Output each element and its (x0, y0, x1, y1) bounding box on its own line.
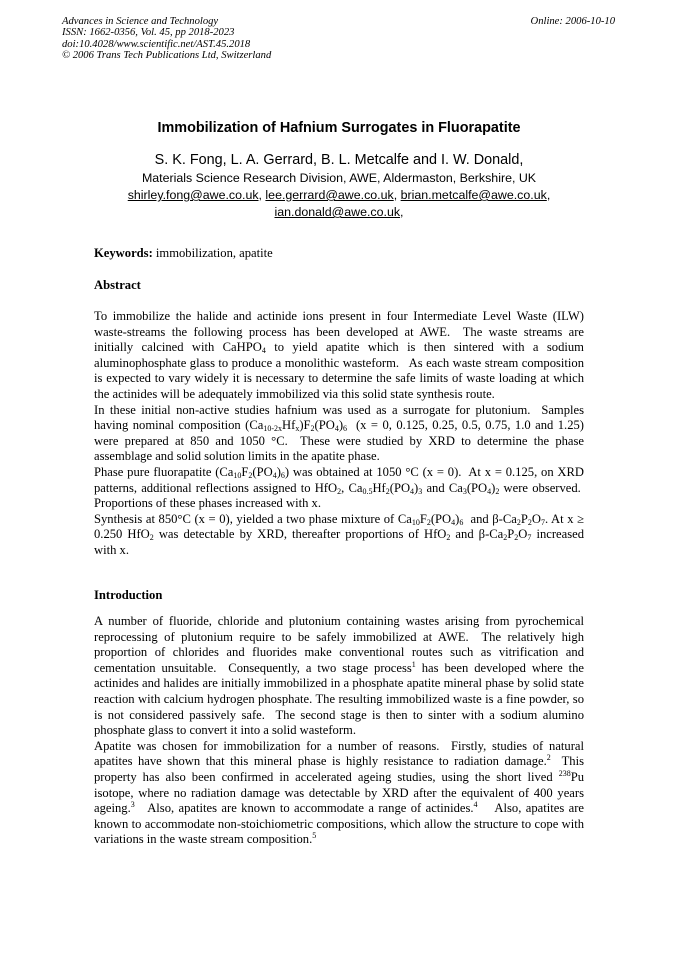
introduction-heading: Introduction (94, 588, 163, 602)
affiliation-block (0, 170, 678, 221)
abstract-paragraph-1: To immobilize the halide and actinide ions present in four Intermediate Level Waste (ILW) waste-streams the following process has been developed at AWE. The waste streams are initially calcined with CaHPO$_4$ to yield apatite which is then sintered with a sodium aluminophosphate glass to produce a monolithic wasteform. As each waste stream composition is expected to vary widely it is necessary to determine the safe limits of waste loading at which the actinides will be adequately immobilized via this solid state synthesis route. (94, 309, 584, 401)
abstract-body (94, 309, 584, 559)
introduction-paragraph-1: A number of fluoride, chloride and plutonium containing wastes arising from pyrochemical reprocessing of plutonium require to be safely immobilized at AWE. The relatively high proportion of chlorides and fluorides make conventional routes such as vitrification and cementation unsuitable. Consequently, a two stage process$^1$ has been developed where the actinides and halides are initially immobilized in a phosphate apatite mineral phase by solid state reaction with calcium hydrogen phosphate. The resulting immobilized waste is a fine powder, so is not considered passively safe. The second stage is then to sinter with a sodium alumino phosphate glass to convert it into a solid wasteform. (94, 614, 584, 738)
keywords-line (94, 246, 584, 262)
abstract-paragraph-4: Synthesis at 850°C (x = 0), yielded a two phase mixture of $Ca_{10}F_2(PO_4)_6$ and $\beta-Ca_2P_2O_7$. At x ≥ 0.250 HfO$_2$ was detectable by XRD, thereafter proportions of HfO$_2$ and $\beta-Ca_2P_2O_7$ increased with x. (94, 511, 584, 557)
journal-header (62, 16, 271, 62)
email-link-fong[interactable]: shirley.fong@awe.co.uk (127, 188, 259, 202)
doi-line: doi:10.4028/www.scientific.net/AST.45.2018 (62, 38, 251, 50)
online-date: Online: 2006-10-10 (530, 16, 615, 27)
email-line-1: shirley.fong@awe.co.uk, lee.gerrard@awe.co.uk, brian.metcalfe@awe.co.uk, (127, 188, 551, 202)
keywords-label: Keywords: (94, 246, 153, 260)
introduction-body (94, 614, 584, 848)
email-link-gerrard[interactable]: lee.gerrard@awe.co.uk (265, 188, 394, 202)
affiliation: Materials Science Research Division, AWE, Aldermaston, Berkshire, UK (141, 171, 537, 185)
author-list: S. K. Fong, L. A. Gerrard, B. L. Metcalfe and I. W. Donald, (154, 152, 524, 168)
email-link-donald[interactable]: ian.donald@awe.co.uk (274, 205, 401, 219)
email-line-2: ian.donald@awe.co.uk, (274, 205, 404, 219)
issn-line: ISSN: 1662-0356, Vol. 45, pp 2018-2023 (62, 27, 235, 39)
abstract-paragraph-2: In these initial non-active studies hafnium was used as a surrogate for plutonium. Samples having nominal composition $(Ca_{10-2x}Hf_x)F_2(PO_4)_6$ (x = 0, 0.125, 0.25, 0.5, 0.75, 1.0 and 1.25) were prepared at 850 and 1050 °C. These were studied by XRD to determine the phase assemblage and solid solution limits in the apatite phase. (94, 402, 584, 464)
abstract-heading: Abstract (94, 278, 141, 292)
paper-title: Immobilization of Hafnium Surrogates in Fluorapatite (157, 120, 521, 136)
journal-name: Advances in Science and Technology (62, 16, 219, 27)
abstract-paragraph-3: Phase pure fluorapatite $(Ca_{10}F_2(PO_4)_6)$ was obtained at 1050 °C (x = 0). At x = 0.125, on XRD patterns, additional reflections assigned to HfO$_2$, $Ca_{0.5}Hf_2(PO_4)_3$ and $Ca_3(PO_4)_2$ were observed. Proportions of these phases increased with x. (94, 464, 585, 511)
copyright-line: © 2006 Trans Tech Publications Ltd, Switzerland (62, 50, 272, 62)
email-link-metcalfe[interactable]: brian.metcalfe@awe.co.uk (400, 188, 547, 202)
keywords-text: immobilization, apatite (155, 246, 273, 260)
introduction-paragraph-2: Apatite was chosen for immobilization for a number of reasons. Firstly, studies of natural apatites have shown that this mineral phase is highly resistance to radiation damage.$^2$ This property has also been confirmed in accelerated ageing studies, using the short lived $^{238}$Pu isotope, where no radiation damage was detectable by XRD after the equivalent of 400 years ageing.$^3$ Also, apatites are known to accommodate a range of actinides.$^4$ Also, apatites are known to accommodate non-stoichiometric compositions, which allow the structure to cope with variations in the waste stream composition.$^5$ (94, 738, 584, 847)
